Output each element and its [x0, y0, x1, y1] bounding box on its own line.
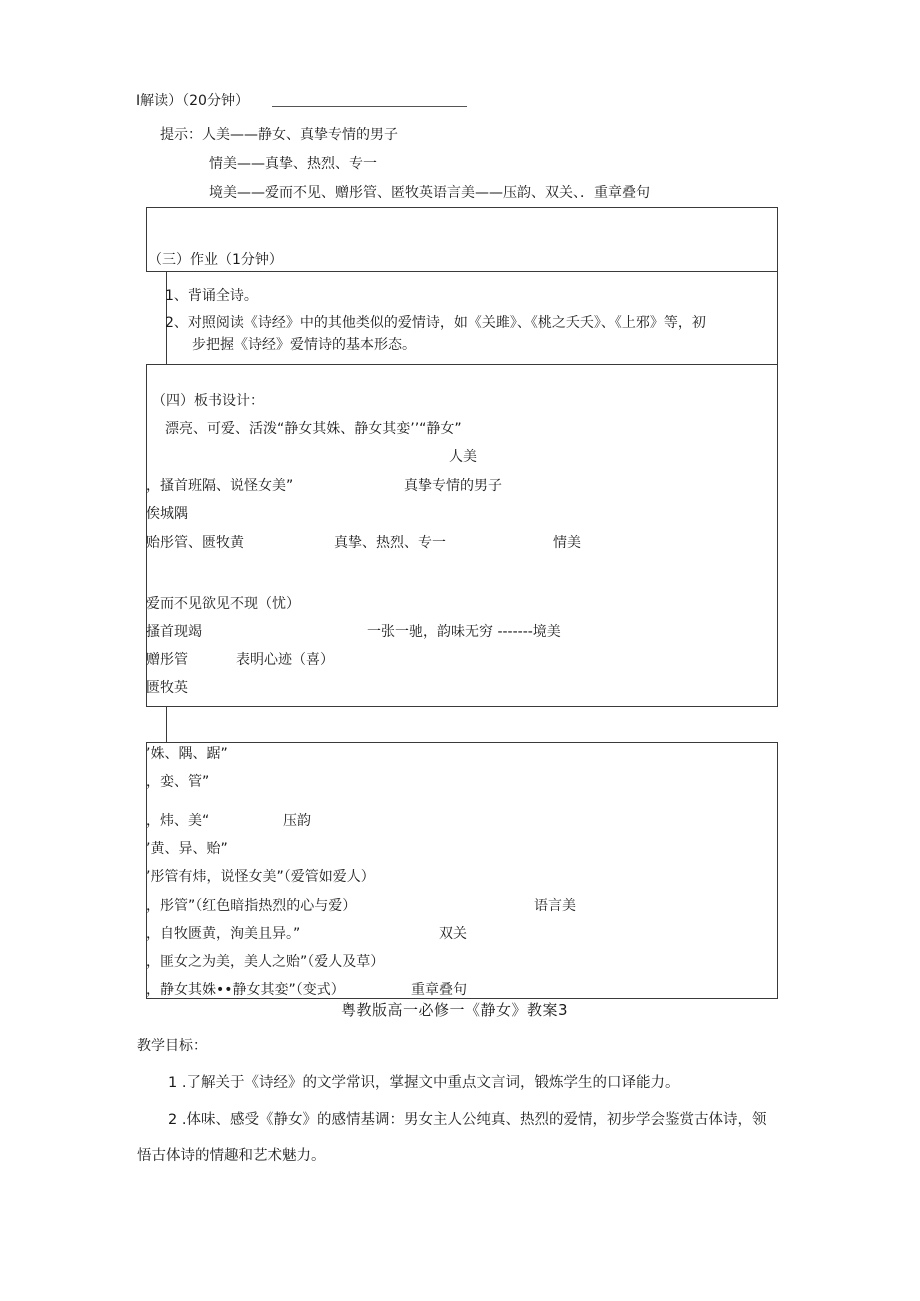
rhyme-row: ，娈、管”: [146, 774, 210, 790]
rhyme-label-rhyme: 压韵: [283, 813, 311, 829]
board-heading: （四）板书设计：: [152, 393, 264, 409]
table-border: [777, 742, 778, 998]
board-row: 俟城隅: [146, 506, 188, 522]
rhyme-row: ’姝、隅、踞”: [146, 746, 228, 762]
hint-line-1: 提示：人美——静女、真挚专情的男子: [160, 127, 398, 143]
homework-heading: （三）作业（1分钟）: [148, 252, 283, 268]
hint-line-3: 境美——爱而不见、赠彤管、匿牧英语言美——压韵、双关、．重章叠句: [209, 185, 650, 201]
board-row: 贻彤管、匮牧黄: [146, 535, 244, 551]
rhyme-row: ’黄、异、贻”: [146, 841, 228, 857]
rhyme-row: ，静女其姝••静女其娈”（变式）: [146, 982, 345, 998]
homework-item-2-cont: 步把握《诗经》爱情诗的基本形态。: [192, 337, 416, 353]
table-border: [166, 706, 167, 742]
rhyme-row: ’彤管有炜，说怪女美”（爱管如爱人）: [146, 869, 375, 885]
document-title: 粤教版高一必修一《静女》教案3: [341, 1001, 569, 1019]
heading-underline: [272, 106, 467, 107]
table-border: [146, 364, 778, 365]
table-border: [146, 742, 778, 743]
table-border: [777, 364, 778, 706]
board-row: 真挚、热烈、专一: [334, 535, 446, 551]
goal-item-2: 2 .体味、感受《静女》的感情基调：男女主人公纯真、热烈的爱情，初步学会鉴赏古体诗，领: [168, 1112, 767, 1128]
rhyme-row: ，自牧匮黄，洵美且异。”: [146, 926, 301, 942]
hint-line-2: 情美——真挚、热烈、专一: [209, 156, 377, 172]
board-row: 真挚专情的男子: [404, 478, 502, 494]
table-border: [146, 207, 778, 208]
rhyme-row: ，炜、美“: [146, 813, 210, 829]
section-heading: I解读）（20分钟）: [136, 93, 249, 109]
board-row: 表明心迹（喜）: [236, 652, 334, 668]
board-row: 赠彤管: [146, 652, 188, 668]
board-label-scene: 一张一驰，韵味无穷 -------境美: [367, 624, 561, 640]
board-row: 爱而不见欲见不现（忧）: [146, 596, 300, 612]
board-label-person: 人美: [449, 449, 477, 465]
board-row: 匮牧英: [146, 680, 188, 696]
goal-item-1: 1 .了解关于《诗经》的文学常识，掌握文中重点文言词，锻炼学生的口译能力。: [168, 1075, 680, 1091]
goals-label: 教学目标：: [137, 1038, 207, 1054]
rhyme-label-pun: 双关: [439, 926, 467, 942]
table-border: [777, 207, 778, 364]
board-row: 搔首现竭: [146, 624, 202, 640]
homework-item-1: 1、背诵全诗。: [165, 288, 258, 304]
homework-item-2: 2、对照阅读《诗经》中的其他类似的爱情诗，如《关雎》、《桃之夭夭》、《上邪》等，初: [165, 315, 706, 331]
board-row: 漂亮、可爱、活泼“静女其姝、静女其娈’’“静女”: [165, 421, 462, 437]
rhyme-label-language: 语言美: [534, 898, 576, 914]
board-label-emotion: 情美: [553, 535, 581, 551]
table-border: [146, 706, 778, 707]
goal-item-2-cont: 悟古体诗的情趣和艺术魅力。: [137, 1148, 326, 1164]
board-row: ，搔首班隔、说怪女美”: [146, 478, 294, 494]
table-border: [146, 998, 778, 999]
rhyme-row: ，彤管”（红色暗指热烈的心与爱）: [146, 898, 357, 914]
rhyme-row: ，匪女之为美，美人之贻”（爱人及草）: [146, 954, 385, 970]
table-border: [146, 271, 778, 272]
table-border: [146, 207, 147, 271]
rhyme-label-repetition: 重章叠句: [411, 982, 467, 998]
